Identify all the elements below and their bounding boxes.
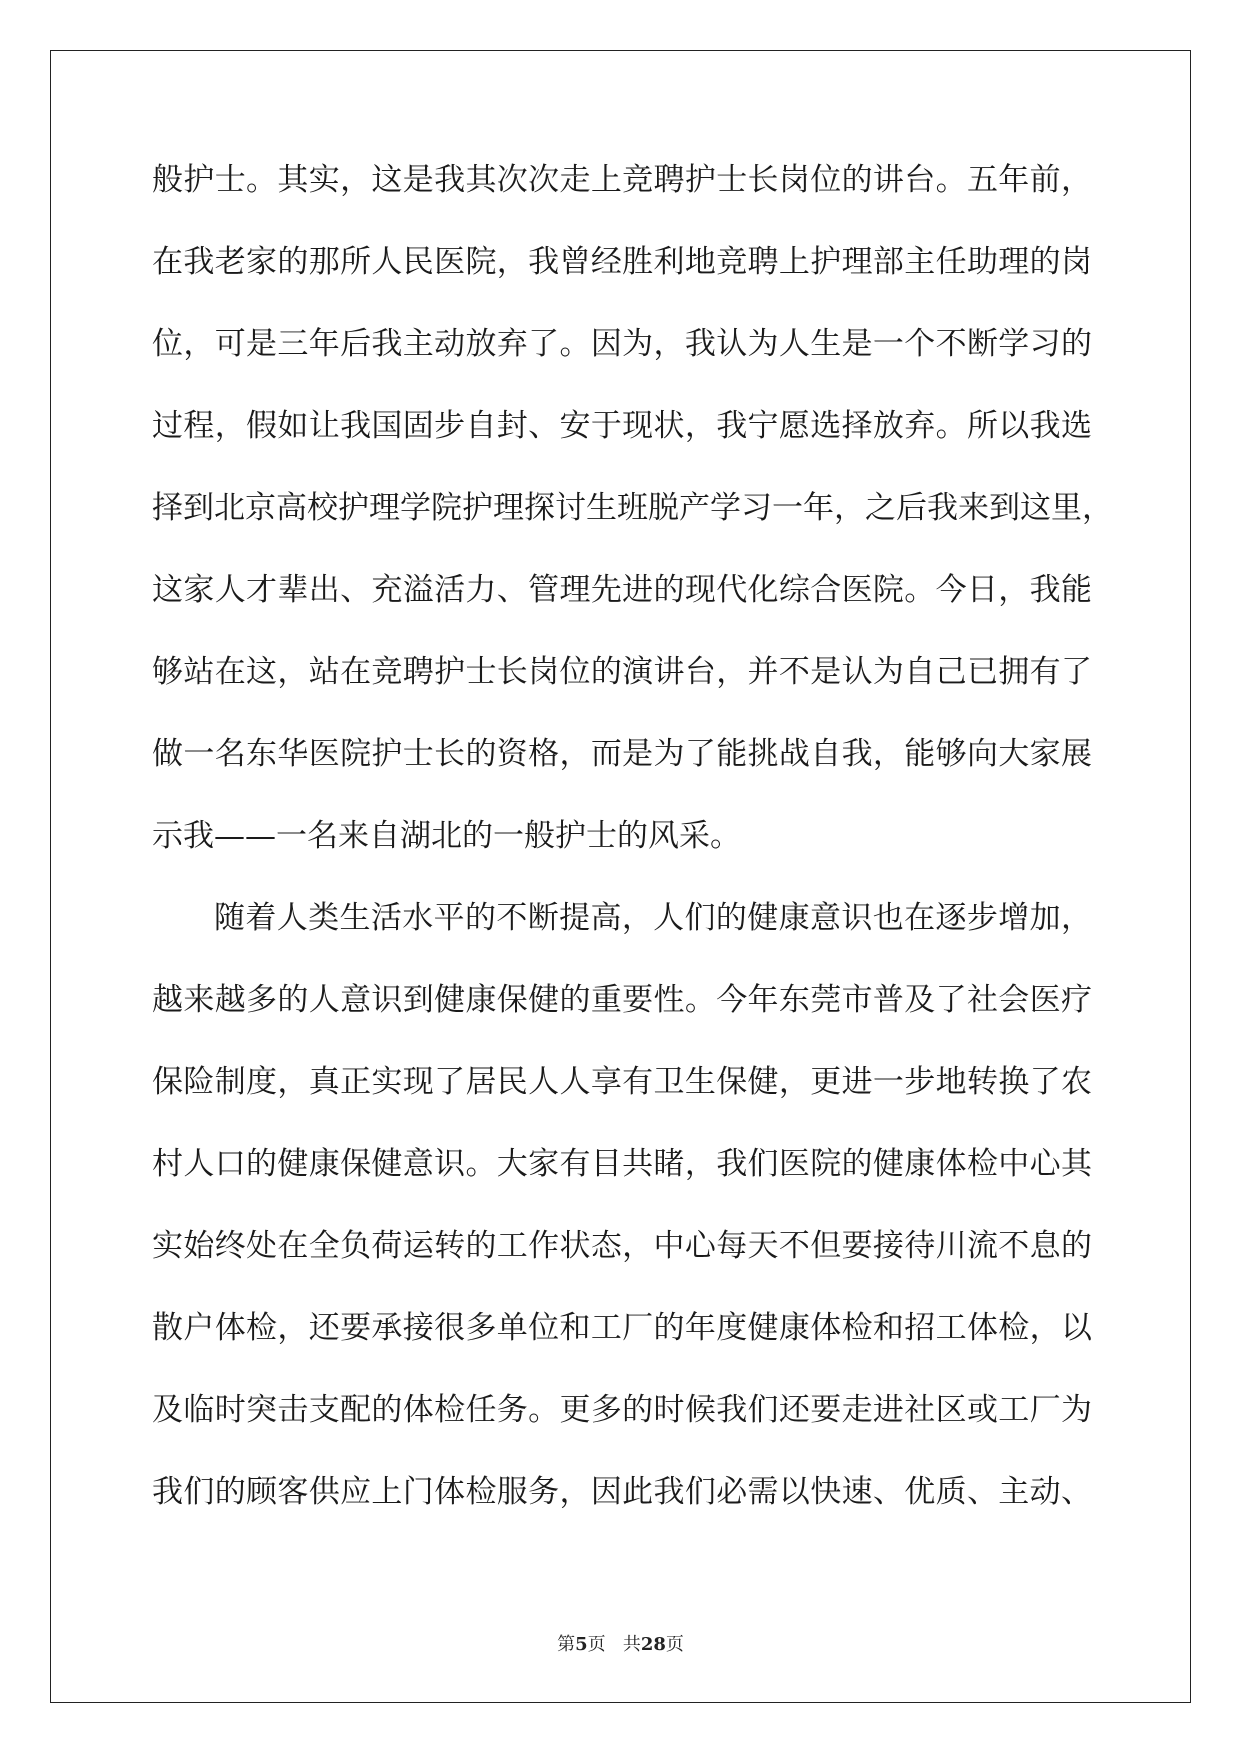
text-line: 般护士。其实，这是我其次次走上竞聘护士长岗位的讲台。五年前， xyxy=(152,162,1092,198)
text-line: 保险制度，真正实现了居民人人享有卫生保健，更进一步地转换了农 xyxy=(152,1064,1092,1100)
total-prefix: 共 xyxy=(622,1634,641,1655)
text-line: 越来越多的人意识到健康保健的重要性。今年东莞市普及了社会医疗 xyxy=(152,982,1092,1018)
page-number: 5 xyxy=(575,1634,588,1655)
paragraph-first-line: 随着人类生活水平的不断提高，人们的健康意识也在逐步增加， xyxy=(214,900,1092,936)
page-footer xyxy=(0,1634,1241,1656)
text-line: 我们的顾客供应上门体检服务，因此我们必需以快速、优质、主动、 xyxy=(152,1474,1092,1510)
text-line: 够站在这，站在竞聘护士长岗位的演讲台，并不是认为自己已拥有了 xyxy=(152,654,1092,690)
text-line: 实始终处在全负荷运转的工作状态，中心每天不但要接待川流不息的 xyxy=(152,1228,1092,1264)
text-line: 示我——一名来自湖北的一般护士的风采。 xyxy=(152,818,741,854)
total-pages: 28 xyxy=(640,1634,666,1655)
text-line: 这家人才辈出、充溢活力、管理先进的现代化综合医院。今日，我能 xyxy=(152,572,1092,608)
total-suffix: 页 xyxy=(665,1634,684,1655)
text-line: 村人口的健康保健意识。大家有目共睹，我们医院的健康体检中心其 xyxy=(152,1146,1092,1182)
text-line: 择到北京高校护理学院护理探讨生班脱产学习一年，之后我来到这里， xyxy=(152,490,1113,526)
body-text xyxy=(152,162,1113,1556)
text-line: 及临时突击支配的体检任务。更多的时候我们还要走进社区或工厂为 xyxy=(152,1392,1092,1428)
text-line: 做一名东华医院护士长的资格，而是为了能挑战自我，能够向大家展 xyxy=(152,736,1092,772)
text-line: 在我老家的那所人民医院，我曾经胜利地竞聘上护理部主任助理的岗 xyxy=(152,244,1092,280)
page-prefix: 第 xyxy=(557,1634,576,1655)
text-line: 散户体检，还要承接很多单位和工厂的年度健康体检和招工体检，以 xyxy=(152,1310,1092,1346)
text-line: 位，可是三年后我主动放弃了。因为，我认为人生是一个不断学习的 xyxy=(152,326,1092,362)
page-suffix: 页 xyxy=(587,1634,606,1655)
text-line: 过程，假如让我国固步自封、安于现状，我宁愿选择放弃。所以我选 xyxy=(152,408,1092,444)
